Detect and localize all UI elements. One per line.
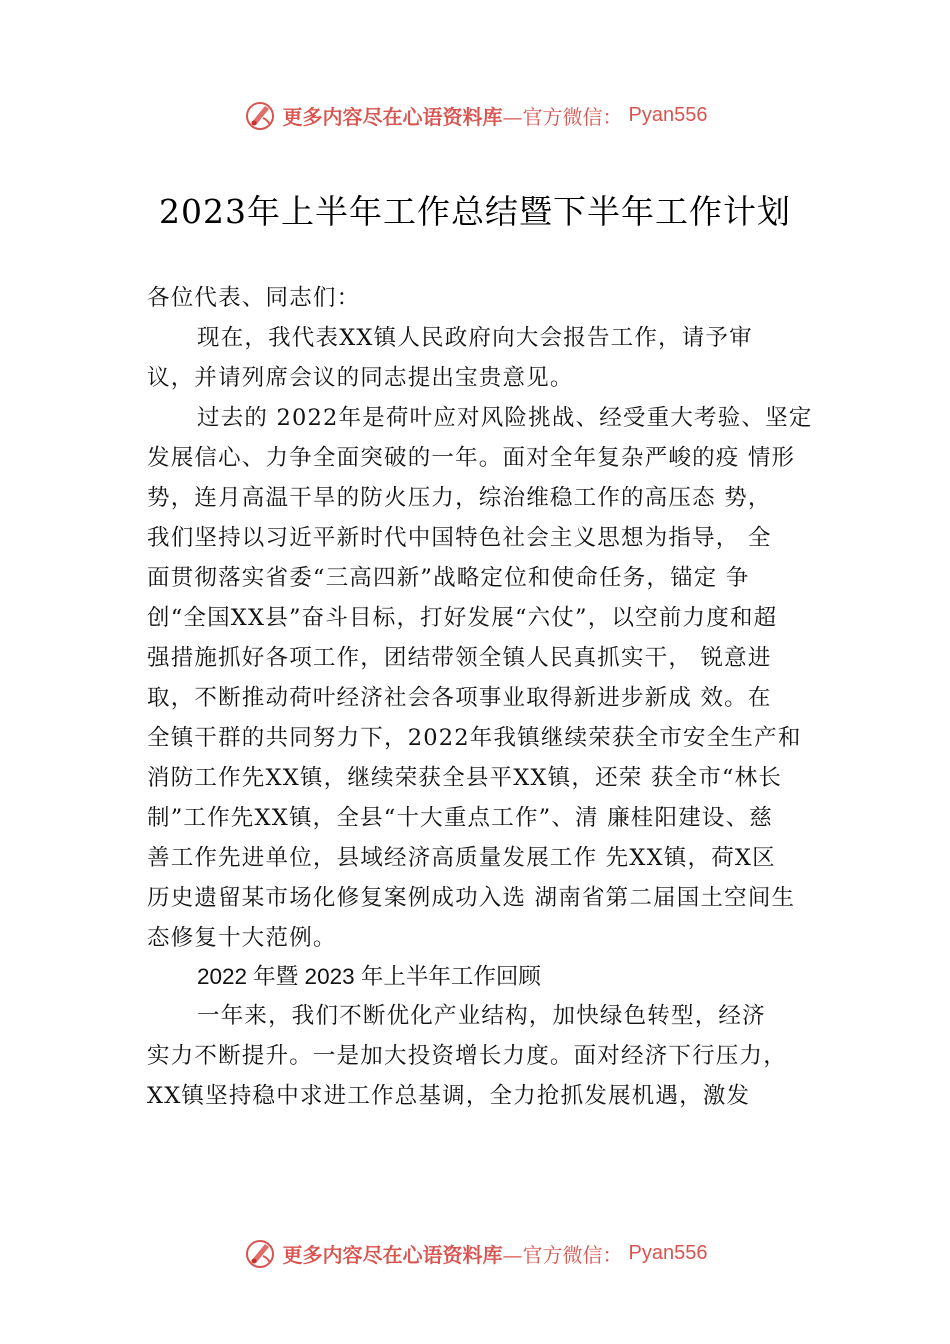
text-line: 现在，我代表XX镇人民政府向大会报告工作，请予审 <box>197 325 753 351</box>
watermark-text <box>283 1239 623 1268</box>
text-line: 制”工作先XX镇，全县“十大重点工作”、清 廉桂阳建设、慈 <box>147 805 773 831</box>
text-line: 我们坚持以习近平新时代中国特色社会主义思想为指导， 全 <box>147 525 772 551</box>
watermark-brand: 更多内容尽在心语资料库 <box>282 104 503 129</box>
section-heading: 2022 年暨 2023 年上半年工作回顾 <box>197 964 541 989</box>
watermark-text <box>283 101 623 130</box>
text-line: 强措施抓好各项工作，团结带领全镇人民真抓实干， 锐意进 <box>147 645 772 671</box>
text-line: 消防工作先XX镇，继续荣获全县平XX镇，还荣 获全市“林长 <box>147 765 783 791</box>
text-line: 全镇干群的共同努力下，2022年我镇继续荣获全市安全生产和 <box>147 725 802 751</box>
text-line: 过去的 2022年是荷叶应对风险挑战、经受重大考验、坚定 <box>197 405 813 431</box>
salutation: 各位代表、同志们： <box>147 285 361 311</box>
text-line: 势，连月高温干旱的防火压力，综治维稳工作的高压态 势， <box>147 485 772 511</box>
watermark-brand: 更多内容尽在心语资料库 <box>282 1242 503 1267</box>
text-line: 面贯彻落实省委“三高四新”战略定位和使命任务，锚定 争 <box>147 565 750 591</box>
text-line: 发展信心、力争全面突破的一年。面对全年复杂严峻的疫 情形 <box>147 445 796 471</box>
watermark-wechat-label: 官方微信： <box>522 104 623 129</box>
text-line: 取，不断推动荷叶经济社会各项事业取得新进步新成 效。在 <box>147 685 772 711</box>
document-body <box>147 278 837 1116</box>
text-line: 态修复十大范例。 <box>147 925 337 951</box>
watermark-wechat-label: 官方微信： <box>522 1242 623 1267</box>
watermark-wechat-id: Pyan556 <box>628 1241 708 1264</box>
brand-logo-icon <box>243 98 277 132</box>
text-line: 一年来，我们不断优化产业结构，加快绿色转型，经济 <box>197 1003 766 1029</box>
watermark-wechat-id: Pyan556 <box>628 103 708 126</box>
watermark-banner-top <box>0 95 950 135</box>
brand-logo-icon <box>243 1236 277 1270</box>
watermark-banner-bottom <box>0 1233 950 1273</box>
text-line: XX镇坚持稳中求进工作总基调，全力抢抓发展机遇，激发 <box>147 1083 751 1109</box>
watermark-dash: — <box>502 104 523 129</box>
document-title: 2023年上半年工作总结暨下半年工作计划 <box>159 192 791 231</box>
watermark-dash: — <box>502 1242 523 1267</box>
text-line: 实力不断提升。一是加大投资增长力度。面对经济下行压力， <box>147 1043 787 1069</box>
text-line: 议，并请列席会议的同志提出宝贵意见。 <box>147 365 574 391</box>
text-line: 历史遗留某市场化修复案例成功入选 湖南省第二届国土空间生 <box>147 885 796 911</box>
text-line: 善工作先进单位，县域经济高质量发展工作 先XX镇，荷X区 <box>147 845 776 871</box>
paragraph-block-review <box>147 996 837 1116</box>
paragraph-block-intro <box>147 318 837 958</box>
text-line: 创“全国XX县”奋斗目标，打好发展“六仗”，以空前力度和超 <box>147 605 778 631</box>
